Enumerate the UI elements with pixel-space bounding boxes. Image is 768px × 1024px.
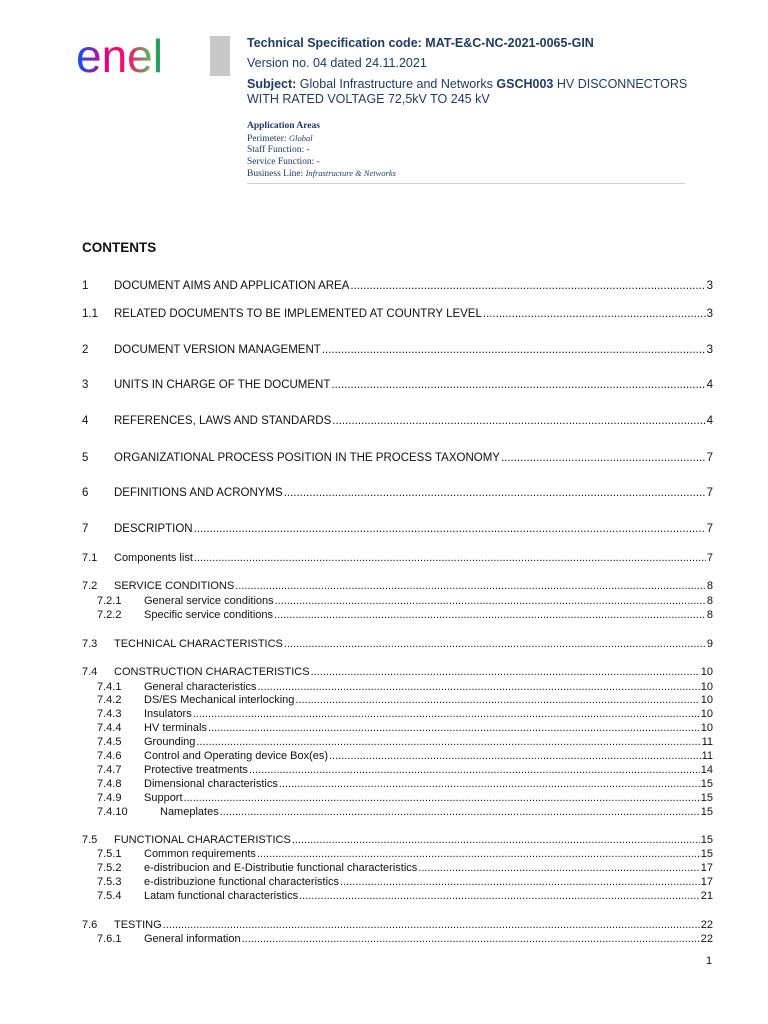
toc-dot-leader (284, 487, 706, 500)
toc-entry-number: 7.1 (82, 552, 98, 564)
toc-entry-title: DOCUMENT AIMS AND APPLICATION AREA (114, 280, 350, 292)
toc-entry[interactable] (97, 862, 713, 875)
toc-entry-page: 15 (700, 848, 713, 860)
toc-entry-number: 7.4.8 (97, 778, 122, 790)
toc-dot-leader (340, 876, 700, 889)
toc-entry-title: DEFINITIONS AND ACRONYMS (114, 487, 283, 499)
toc-entry-number: 7.6.1 (97, 933, 122, 945)
toc-entry[interactable] (97, 595, 713, 608)
toc-entry-title: DS/ES Mechanical interlocking (144, 694, 295, 706)
toc-entry-title: Common requirements (144, 848, 256, 860)
enel-logo (76, 34, 188, 80)
toc-entry[interactable] (97, 806, 713, 819)
toc-entry-number: 7.4.6 (97, 750, 122, 762)
toc-entry-page: 14 (700, 764, 713, 776)
toc-entry-page: 9 (706, 638, 713, 650)
perimeter-label: Perimeter: (247, 133, 289, 144)
logo-wordmark: enel (76, 34, 163, 80)
toc-entry-page: 4 (706, 379, 713, 391)
toc-entry-page: 10 (700, 722, 713, 734)
toc-entry[interactable] (97, 876, 713, 889)
toc-entry-title: FUNCTIONAL CHARACTERISTICS (114, 834, 291, 846)
toc-dot-leader (279, 778, 700, 791)
toc-entry-number: 7.2 (82, 580, 98, 592)
toc-dot-leader (208, 722, 700, 735)
toc-entry-page: 10 (700, 681, 713, 693)
perimeter-line (247, 133, 396, 146)
toc-dot-leader (350, 280, 705, 293)
toc-entry[interactable] (82, 344, 713, 357)
toc-entry-number: 7.4.4 (97, 722, 122, 734)
page-number: 1 (706, 955, 713, 967)
toc-entry-title: RELATED DOCUMENTS TO BE IMPLEMENTED AT COUNTRY LEVEL (114, 308, 482, 320)
toc-entry-page: 7 (706, 452, 713, 464)
toc-entry-title: Control and Operating device Box(es) (144, 750, 329, 762)
staff-function-line: Staff Function: - (247, 145, 310, 155)
toc-entry[interactable] (97, 722, 713, 735)
toc-entry-number: 7.2.2 (97, 609, 122, 621)
toc-entry-number: 7.2.1 (97, 595, 122, 607)
toc-entry-title: Nameplates (160, 806, 219, 818)
contents-heading: CONTENTS (82, 240, 157, 255)
toc-entry-page: 4 (706, 415, 713, 427)
toc-dot-leader (501, 452, 706, 465)
toc-entry-number: 7.4.3 (97, 708, 122, 720)
toc-entry-page: 11 (701, 736, 713, 748)
toc-entry[interactable] (82, 415, 713, 428)
toc-entry-number: 7.5.1 (97, 848, 122, 860)
toc-entry-number: 6 (82, 487, 89, 499)
toc-dot-leader (258, 681, 700, 694)
toc-entry-number: 1 (82, 280, 89, 292)
toc-entry-title: HV terminals (144, 722, 207, 734)
subject-line (247, 77, 717, 107)
toc-entry-title: TECHNICAL CHARACTERISTICS (114, 638, 283, 650)
toc-dot-leader (331, 379, 705, 392)
toc-dot-leader (220, 806, 700, 819)
toc-entry[interactable] (82, 523, 713, 536)
subject-label: Subject: (247, 77, 297, 91)
toc-dot-leader (295, 694, 699, 707)
toc-dot-leader (332, 415, 705, 428)
toc-entry[interactable] (97, 609, 713, 622)
toc-entry-page: 10 (700, 666, 713, 678)
toc-entry-title: General information (144, 933, 241, 945)
toc-dot-leader (196, 736, 700, 749)
toc-entry-title: General service conditions (144, 595, 274, 607)
toc-entry-page: 15 (700, 834, 713, 846)
toc-entry[interactable] (82, 379, 713, 392)
toc-entry-title: e-distribucion and E-Distributie functional characteristics (144, 862, 418, 874)
toc-entry-number: 2 (82, 344, 89, 356)
toc-entry-title: UNITS IN CHARGE OF THE DOCUMENT (114, 379, 331, 391)
toc-entry-title: General characteristics (144, 681, 257, 693)
toc-entry[interactable] (97, 694, 713, 707)
toc-entry-number: 7.4.10 (97, 806, 128, 818)
toc-entry-number: 3 (82, 379, 89, 391)
toc-entry-number: 7.5.2 (97, 862, 122, 874)
toc-entry[interactable] (97, 764, 713, 777)
toc-entry-number: 5 (82, 452, 89, 464)
subject-text-2: HV DISCONNECTORS WITH RATED VOLTAGE 72,5kV TO 245 kV (247, 77, 688, 106)
toc-entry-number: 7.4.2 (97, 694, 122, 706)
toc-dot-leader (284, 638, 706, 651)
toc-entry[interactable] (82, 919, 713, 932)
toc-entry-page: 15 (700, 792, 713, 804)
toc-dot-leader (249, 764, 700, 777)
toc-entry[interactable] (82, 308, 713, 321)
toc-entry[interactable] (82, 280, 713, 293)
toc-dot-leader (193, 708, 700, 721)
toc-entry-title: Dimensional characteristics (144, 778, 278, 790)
toc-entry[interactable] (97, 681, 713, 694)
toc-entry-page: 17 (700, 862, 713, 874)
toc-entry-number: 7.5 (82, 834, 98, 846)
toc-entry-number: 7.5.4 (97, 890, 122, 902)
toc-entry-title: Specific service conditions (144, 609, 274, 621)
toc-entry-page: 17 (700, 876, 713, 888)
toc-dot-leader (299, 890, 700, 903)
application-areas (247, 121, 396, 181)
toc-dot-leader (163, 919, 700, 932)
toc-entry-number: 7.4.7 (97, 764, 122, 776)
toc-entry-title: Latam functional characteristics (144, 890, 299, 902)
toc-entry-page: 8 (706, 609, 713, 621)
toc-dot-leader (483, 308, 706, 321)
toc-entry-number: 1.1 (82, 308, 98, 320)
toc-entry[interactable] (97, 890, 713, 903)
toc-entry[interactable] (97, 778, 713, 791)
toc-entry-page: 21 (700, 890, 713, 902)
toc-entry-number: 7.4 (82, 666, 98, 678)
toc-dot-leader (194, 552, 706, 565)
toc-dot-leader (275, 595, 706, 608)
toc-entry[interactable] (97, 708, 713, 721)
toc-entry-number: 4 (82, 415, 89, 427)
toc-dot-leader (257, 848, 700, 861)
toc-entry-title: ORGANIZATIONAL PROCESS POSITION IN THE PROCESS TAXONOMY (114, 452, 500, 464)
version-line: Version no. 04 dated 24.11.2021 (247, 56, 427, 70)
toc-entry-title: DOCUMENT VERSION MANAGEMENT (114, 344, 321, 356)
toc-dot-leader (235, 580, 706, 593)
toc-entry-title: REFERENCES, LAWS AND STANDARDS (114, 415, 332, 427)
toc-entry[interactable] (97, 736, 713, 749)
toc-entry-number: 7.4.1 (97, 681, 122, 693)
toc-entry[interactable] (97, 750, 713, 763)
toc-dot-leader (242, 933, 700, 946)
toc-entry-title: Grounding (144, 736, 196, 748)
subject-code: GSCH003 (496, 77, 554, 91)
toc-entry-title: Support (144, 792, 183, 804)
toc-entry-title: e-distribuzione functional characteristics (144, 876, 340, 888)
toc-entry-page: 15 (700, 778, 713, 790)
toc-entry-page: 22 (700, 933, 713, 945)
toc-entry-page: 10 (700, 708, 713, 720)
toc-entry-page: 3 (706, 344, 713, 356)
toc-entry[interactable] (82, 580, 713, 593)
business-line (247, 168, 396, 181)
header-accent-bar (210, 36, 230, 76)
application-areas-heading: Application Areas (247, 121, 320, 131)
toc-entry-page: 7 (706, 552, 713, 564)
toc-dot-leader (322, 344, 706, 357)
toc-entry-page: 7 (706, 487, 713, 499)
toc-entry-page: 8 (706, 595, 713, 607)
toc-entry-page: 22 (700, 919, 713, 931)
toc-entry-number: 7.5.3 (97, 876, 122, 888)
toc-entry-title: CONSTRUCTION CHARACTERISTICS (114, 666, 310, 678)
toc-entry[interactable] (97, 933, 713, 946)
toc-entry[interactable] (82, 666, 713, 679)
toc-entry-number: 7.3 (82, 638, 98, 650)
toc-entry[interactable] (82, 452, 713, 465)
toc-entry[interactable] (82, 552, 713, 565)
toc-entry[interactable] (82, 638, 713, 651)
toc-entry-title: TESTING (114, 919, 162, 931)
toc-entry-title: Insulators (144, 708, 192, 720)
toc-dot-leader (194, 523, 706, 536)
toc-entry[interactable] (82, 834, 713, 847)
toc-entry[interactable] (97, 848, 713, 861)
toc-entry-number: 7.4.5 (97, 736, 122, 748)
toc-dot-leader (329, 750, 701, 763)
toc-dot-leader (292, 834, 700, 847)
toc-dot-leader (311, 666, 700, 679)
toc-entry[interactable] (97, 792, 713, 805)
toc-entry-number: 7.6 (82, 919, 98, 931)
toc-dot-leader (418, 862, 699, 875)
toc-entry-page: 15 (700, 806, 713, 818)
toc-entry-title: Protective treatments (144, 764, 248, 776)
toc-entry[interactable] (82, 487, 713, 500)
toc-entry-page: 10 (700, 694, 713, 706)
toc-entry-title: SERVICE CONDITIONS (114, 580, 235, 592)
service-function-line: Service Function: - (247, 156, 320, 167)
toc-entry-title: DESCRIPTION (114, 523, 193, 535)
header-divider (247, 183, 685, 184)
subject-text-1: Global Infrastructure and Networks (296, 77, 497, 91)
business-line-label: Business Line: (247, 169, 306, 179)
toc-entry-number: 7.4.9 (97, 792, 122, 804)
toc-entry-title: Components list (114, 552, 193, 564)
toc-entry-page: 7 (706, 523, 713, 535)
toc-entry-page: 11 (701, 750, 713, 762)
business-line-value: Infrastructure & Networks (305, 168, 396, 178)
toc-entry-page: 3 (706, 280, 713, 292)
toc-dot-leader (184, 792, 700, 805)
toc-entry-number: 7 (82, 523, 89, 535)
toc-dot-leader (274, 609, 706, 622)
spec-code-title: Technical Specification code: MAT-E&C-NC-2021-0065-GIN (247, 36, 594, 50)
toc-entry-page: 3 (706, 308, 713, 320)
perimeter-value: Global (288, 132, 313, 143)
toc-entry-page: 8 (706, 580, 713, 592)
